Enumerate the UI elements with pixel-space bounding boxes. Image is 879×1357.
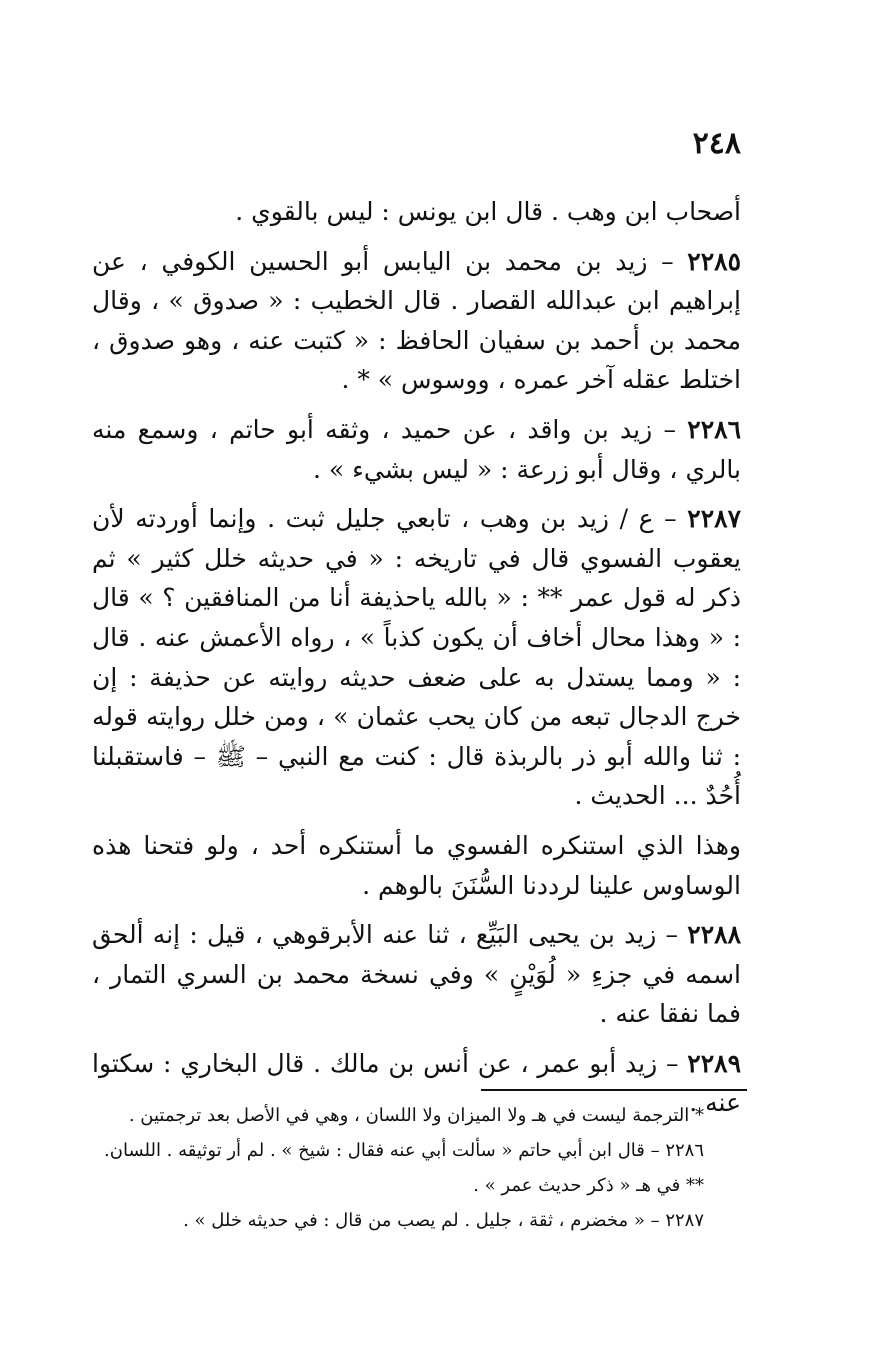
- entry-text: – ع / زيد بن وهب ، تابعي جليل ثبت . وإنما أوردته لأن يعقوب الفسوي قال في تاريخه : « في حديثه خلل كثير » ثم ذكر له قول عمر ** : « بالله ياحذيفة أنا من المنافقين ؟ » قال : « وهذا محال أخاف أن يكون كذباً » ، رواه الأعمش عنه . قال : « ومما يستدل به على ضعف حديثه روايته عن حذيفة : إن خرج الدجال تبعه من كان يحب عثمان » ، ومن خلل روايته قوله : ثنا والله أبو ذر بالربذة قال : كنت مع النبي – ﷺ – فاستقبلنا أُحُدٌ ... الحديث .: [92, 504, 741, 811]
- entry-text: – زيد أبو عمر ، عن أنس بن مالك . قال البخاري : سكتوا عنه .: [92, 1048, 741, 1118]
- paragraph-text: أصحاب ابن وهب . قال ابن يونس : ليس بالقوي .: [235, 197, 741, 226]
- entry-text: – زيد بن يحيى البَيِّع ، ثنا عنه الأبرقوهي ، قيل : إنه ألحق اسمه في جزءِ « لُوَيْنٍ » وفي نسخة محمد بن السري التمار ، فما نفقا عنه .: [92, 920, 741, 1029]
- entry-2285: [92, 242, 741, 400]
- footnote: ** في هـ « ذكر حديث عمر » .: [473, 1175, 704, 1196]
- entry-2286: [92, 410, 741, 489]
- footnote: * الترجمة ليست في هـ ولا الميزان ولا اللسان ، وهي في الأصل بعد ترجمتين .: [128, 1105, 704, 1126]
- paragraph-continuation: [92, 192, 741, 232]
- commentary-paragraph: [92, 826, 741, 905]
- entry-text: – زيد بن واقد ، عن حميد ، وثقه أبو حاتم ، وسمع منه بالري ، وقال أبو زرعة : « ليس بشيء » .: [92, 414, 741, 484]
- main-text: [92, 192, 741, 1133]
- footnote: ٢٢٨٦ – قال ابن أبي حاتم « سألت أبي عنه فقال : شيخ » . لم أر توثيقه . اللسان.: [104, 1140, 704, 1161]
- page-number: ٢٤٨: [692, 126, 741, 161]
- entry-number: ٢٢٨٧: [687, 504, 741, 534]
- entry-2287: [92, 499, 741, 816]
- entry-number: ٢٢٨٩: [687, 1048, 741, 1078]
- entry-number: ٢٢٨٥: [687, 246, 741, 276]
- entry-number: ٢٢٨٦: [687, 414, 741, 444]
- footnote-divider: [481, 1089, 747, 1091]
- paragraph-text: وهذا الذي استنكره الفسوي ما أستنكره أحد ، ولو فتحنا هذه الوساوس علينا لرددنا السُّنَنَ بالوهم .: [92, 830, 741, 900]
- footnotes: [100, 1098, 704, 1238]
- entry-number: ٢٢٨٨: [687, 920, 741, 950]
- entry-2288: [92, 915, 741, 1034]
- footnote: ٢٢٨٧ – « مخضرم ، ثقة ، جليل . لم يصب من قال : في حديثه خلل » .: [183, 1210, 704, 1231]
- entry-text: – زيد بن محمد بن اليابس أبو الحسين الكوفي ، عن إبراهيم ابن عبدالله القصار . قال الخطيب : « صدوق » ، وقال محمد بن أحمد بن سفيان الحافظ : « كتبت عنه ، وهو صدوق ، اختلط عقله آخر عمره ، ووسوس » * .: [92, 246, 741, 395]
